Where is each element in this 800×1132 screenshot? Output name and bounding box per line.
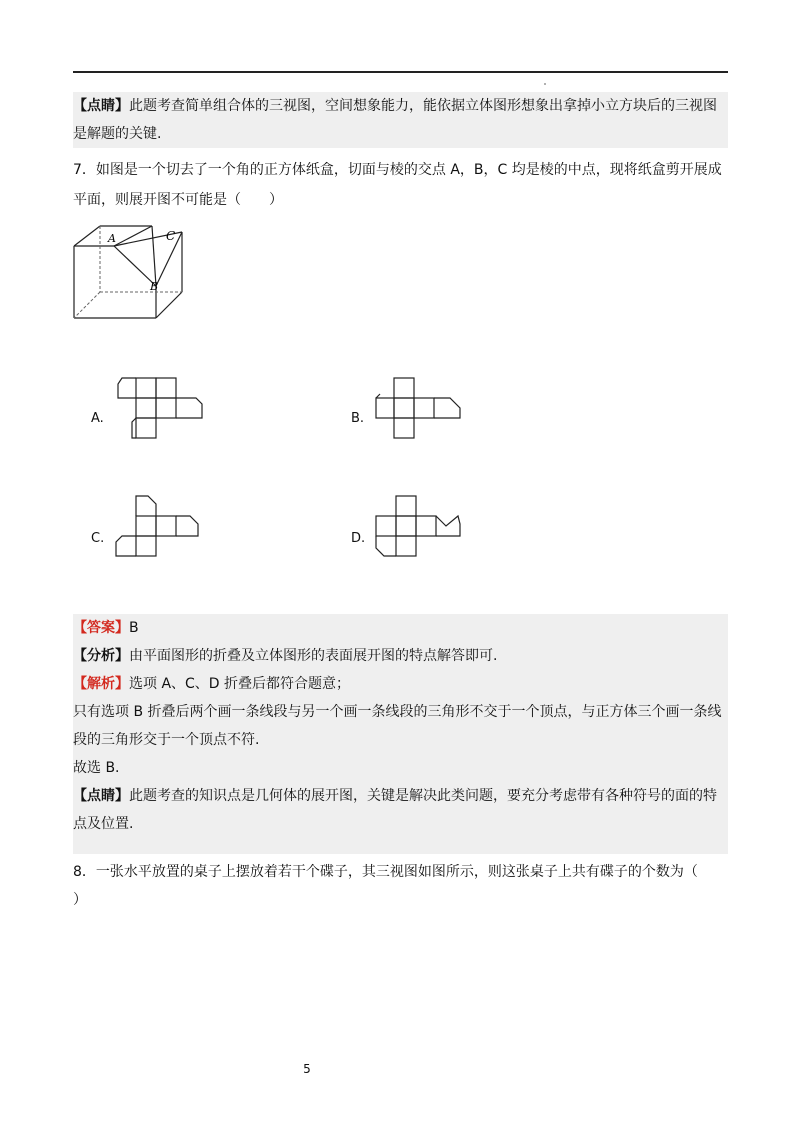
- cut-cube-figure: [70, 220, 190, 324]
- cube-label-c: C: [166, 229, 176, 243]
- note-block: [73, 92, 728, 148]
- analysis-text: 由平面图形的折叠及立体图形的表面展开图的特点解答即可.: [129, 648, 498, 664]
- solution-line-2: 只有选项 B 折叠后两个画一条线段与另一个画一条线段的三角形不交于一个顶点，与正方体三个画一条线: [73, 704, 722, 720]
- note-tag: 【点睛】: [73, 98, 129, 114]
- answer-block: [73, 614, 728, 854]
- option-a-net: [116, 376, 206, 442]
- option-c-net: [114, 494, 204, 560]
- page-number: 5: [303, 1062, 311, 1076]
- solution-text-1: 选项 A、C、D 折叠后都符合题意；: [129, 676, 351, 692]
- cube-label-b: B: [150, 280, 159, 293]
- answer-value: B: [129, 620, 139, 636]
- header-rule: [73, 71, 728, 73]
- question-7-line-2: 平面，则展开图不可能是（ ）: [73, 192, 283, 208]
- note-line-1: [73, 92, 728, 120]
- note-line-2: 是解题的关键.: [73, 126, 162, 142]
- analysis-line: [73, 642, 728, 670]
- conclusion-line: 故选 B.: [73, 760, 120, 776]
- option-c-label: C.: [91, 531, 105, 546]
- point-line-2: 点及位置.: [73, 816, 134, 832]
- option-d-label: D.: [351, 531, 366, 546]
- answer-tag: 【答案】: [73, 620, 129, 636]
- question-8-line-2: ）: [73, 892, 87, 908]
- analysis-tag: 【分析】: [73, 648, 129, 664]
- question-7-line-1: 7．如图是一个切去了一个角的正方体纸盒，切面与棱的交点 A，B，C 均是棱的中点，现将纸盒剪开展成: [73, 162, 722, 178]
- point-tag: 【点睛】: [73, 788, 129, 804]
- solution-line-1: [73, 670, 728, 698]
- cube-label-a: A: [108, 232, 116, 245]
- header-dot: [544, 83, 546, 85]
- note-text-1: 此题考查简单组合体的三视图，空间想象能力，能依据立体图形想象出拿掉小立方块后的三视图: [129, 98, 717, 114]
- solution-line-3: 段的三角形交于一个顶点不符.: [73, 732, 260, 748]
- answer-line: [73, 614, 728, 642]
- solution-tag: 【解析】: [73, 676, 129, 692]
- option-b-net: [374, 376, 464, 442]
- question-8-line-1: 8．一张水平放置的桌子上摆放着若干个碟子，其三视图如图所示，则这张桌子上共有碟子的个数为（: [73, 864, 698, 880]
- point-line-1: [73, 782, 728, 810]
- option-a-label: A.: [91, 411, 104, 426]
- option-d-net: [374, 494, 464, 560]
- point-text-1: 此题考查的知识点是几何体的展开图，关键是解决此类问题，要充分考虑带有各种符号的面的特: [129, 788, 717, 804]
- option-b-label: B.: [351, 411, 365, 426]
